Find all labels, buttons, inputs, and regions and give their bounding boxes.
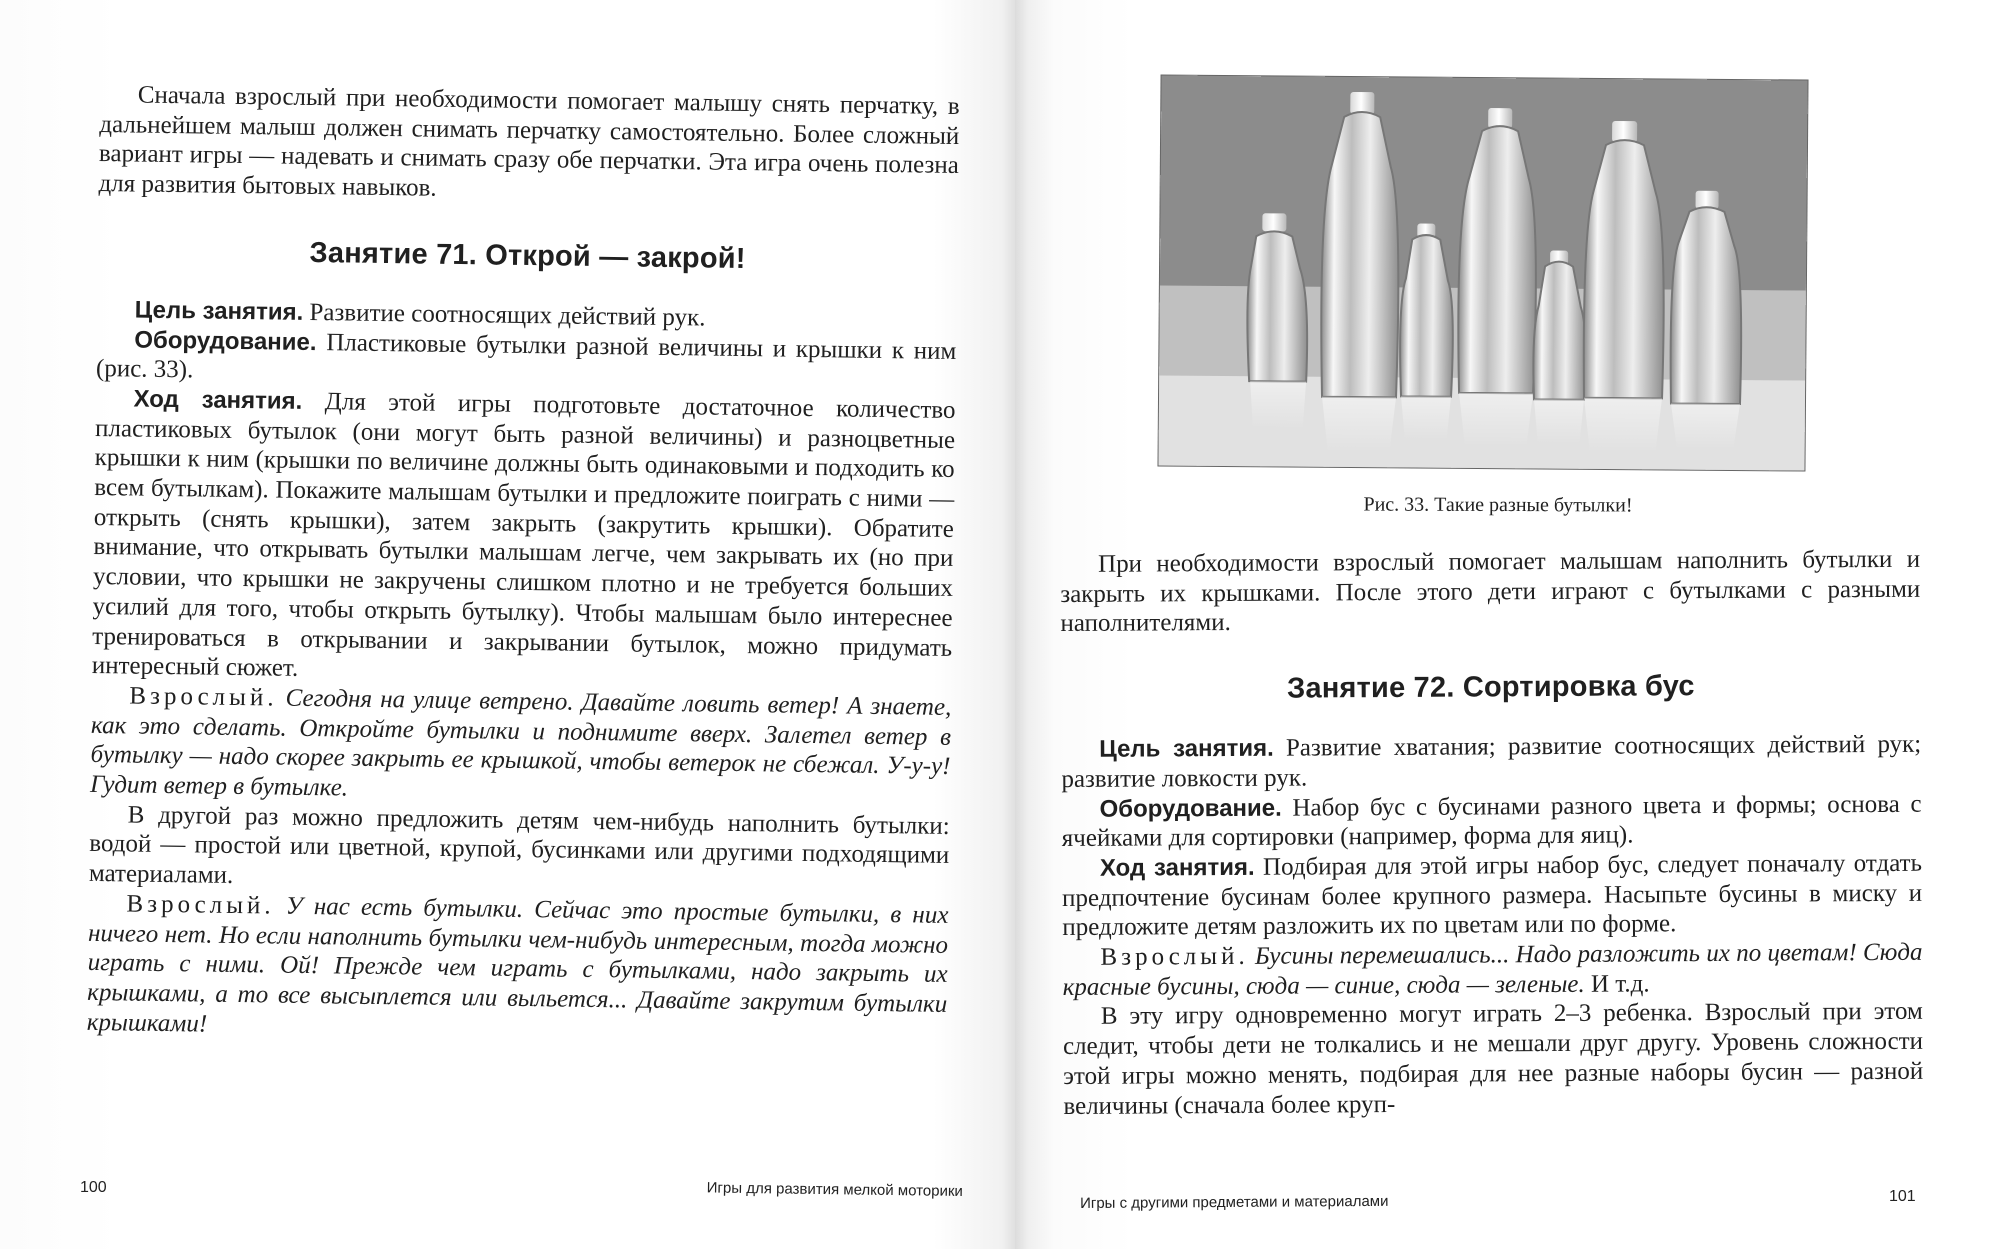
equipment-text: Пластиковые бутылки разной величины и крышки к ним (рис. 33).	[95, 328, 957, 384]
equipment-text: Набор бус с бусинами разного цвета и формы; основа с ячейками для сортировки (например, форма для яиц).	[1061, 790, 1922, 853]
right-paragraph-group-play: В эту игру одновременно могут играть 2–3 ребенка. Взрослый при этом следит, чтобы дети не толкались и не мешали друг другу. Уровень сложности этой игры можно менять, подбирая для нее разные наборы бусин — разной величины (сначала более круп-	[1062, 998, 1924, 1120]
lesson-72-goal	[1061, 730, 1921, 795]
bottles-photo	[1158, 75, 1807, 470]
adult-dialogue-bottles	[87, 889, 949, 1050]
right-heading-space-before	[1061, 634, 1921, 673]
right-page-number: 101	[1889, 1188, 1916, 1205]
lesson-71-procedure	[92, 384, 956, 693]
adult-dialogue-beads	[1062, 938, 1922, 1003]
adult-dialogue-text: Сегодня на улице ветрено. Давайте ловить ветер! А знаете, как это сделать. Откройте бутылки и поднимите вверх. Залетел ветер в бутылку — надо скорее закрыть ее крышкой, чтобы ветерок не сбежал. У-у-у! Гудит ветер в бутылке.	[89, 684, 952, 802]
equipment-label: Оборудование.	[1099, 794, 1282, 823]
right-page-text	[1060, 545, 1923, 1121]
procedure-text: Подбирая для этой игры набор бус, следует поначалу отдать предпочтение бусинам более крупного размера. Насыпьте бусины в миску и предложите детям разложить их по цветам или по форме.	[1062, 849, 1923, 942]
equipment-label: Оборудование.	[134, 326, 317, 356]
left-page-number: 100	[80, 1179, 107, 1196]
procedure-text: Для этой игры подготовьте достаточное количество пластиковых бутылок (они могут быть разной величины) и разноцветные крышки к ним (крышки по величине должны быть одинаковыми и подходить ко всем бутылкам). Покажите малышам бутылки и предложите поиграть с ними — открыть (снять крышки), затем закрыть (закрутить крышки). Обратите внимание, что открывать бутылки малышам легче, чем закрывать их (но при условии, что крышки не закручены слишком плотно и не требуется больших усилий для того, чтобы открыть бутылку). Чтобы малышам было интереснее тренироваться в открывании и закрывании бутылок, можно придумать интересный сюжет.	[91, 387, 956, 683]
adult-dialogue-tail: И т.д.	[1584, 970, 1650, 998]
adult-dialogue-text: Бусины перемешались... Надо разложить их по цветам! Сюда красные бусины, сюда — синие, сюда — зеленые.	[1062, 938, 1923, 1001]
right-intro-paragraph: При необходимости взрослый помогает малышам наполнить бутылки и закрыть их крышками. После этого дети играют с бутылками с разными наполнителями.	[1060, 545, 1921, 638]
goal-label: Цель занятия.	[134, 296, 304, 326]
lesson-72-procedure	[1062, 849, 1923, 943]
bottles-photo-image	[1158, 75, 1807, 470]
left-intro-paragraph: Сначала взрослый при необходимости помогает малышу снять перчатку, в дальнейшем малыш должен снимать перчатку самостоятельно. Более сложный вариант игры — надевать и снимать сразу обе перчатки. Эта игра очень полезна для развития бытовых навыков.	[98, 81, 960, 202]
adult-label: Взрослый.	[126, 890, 275, 920]
left-page-text	[87, 80, 960, 1049]
lesson-71-title: Занятие 71. Открой — закрой!	[309, 236, 746, 275]
adult-dialogue-text: У нас есть бутылки. Сейчас это простые бутылки, в них ничего нет. Но если наполнить бутылки чем-нибудь интересным, тогда можно играть с ними. Ой! Прежде чем играть с бутылками, надо закрыть их крышками, а то все высыплется или выльется... Давайте закрутим бутылки крышками!	[86, 892, 949, 1038]
figure-caption: Рис. 33. Такие разные бутылки!	[1363, 493, 1633, 517]
right-running-head: Игры с другими предметами и материалами	[1080, 1192, 1389, 1212]
lesson-72-equipment	[1061, 789, 1921, 854]
left-paragraph-fill: В другой раз можно предложить детям чем-нибудь наполнить бутылки: водой — простой или цветной, крупой, бусинками или другими подходящими материалами.	[88, 801, 950, 890]
adult-dialogue-wind	[90, 681, 952, 812]
adult-label: Взрослый.	[1100, 942, 1249, 971]
lesson-72-title: Занятие 72. Сортировка бус	[1286, 670, 1695, 705]
procedure-label: Ход занятия.	[133, 385, 303, 415]
left-running-head: Игры для развития мелкой моторики	[706, 1179, 963, 1200]
page-gutter-shadow	[1002, 0, 1028, 1249]
goal-text: Развитие соотносящих действий рук.	[303, 298, 706, 332]
goal-text: Развитие хватания; развитие соотносящих действий рук; развитие ловкости рук.	[1061, 730, 1922, 793]
adult-label: Взрослый.	[129, 682, 278, 712]
procedure-label: Ход занятия.	[1099, 853, 1255, 882]
goal-label: Цель занятия.	[1099, 734, 1274, 763]
